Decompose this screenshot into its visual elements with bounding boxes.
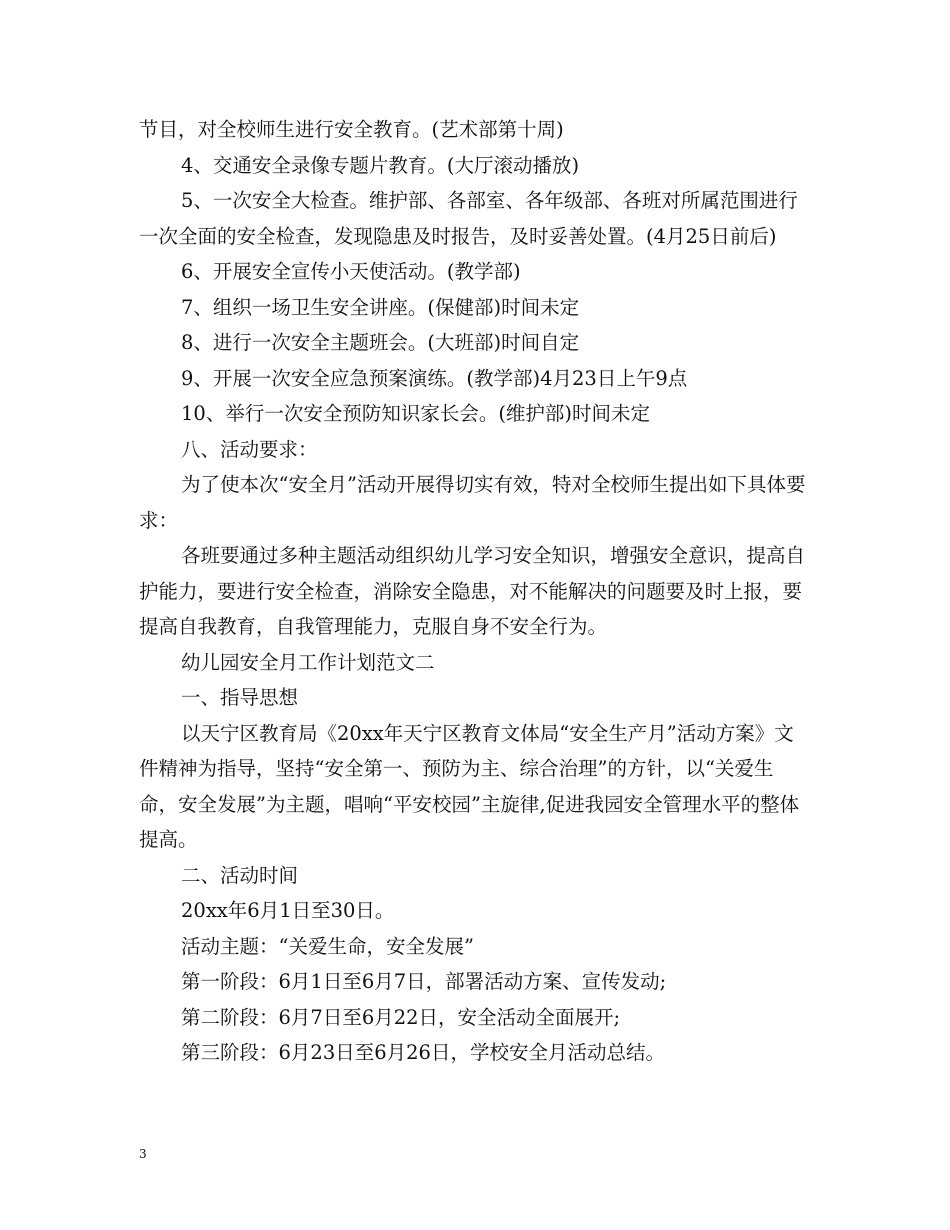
paragraph: 各班要通过多种主题活动组织幼儿学习安全知识，增强安全意识，提高自护能力，要进行安全检查，消除安全隐患，对不能解决的问题要及时上报，要提高自我教育，自我管理能力，克服自身不安全行为。 bbox=[139, 544, 806, 638]
list-item-9: 9、开展一次安全应急预案演练。(教学部)4月23日上午9点 bbox=[181, 366, 688, 390]
page-number: 3 bbox=[139, 1147, 147, 1161]
paragraph: 节目，对全校师生进行安全教育。(艺术部第十周) bbox=[139, 118, 564, 141]
section-heading: 一、指导思想 bbox=[181, 686, 299, 709]
document-subtitle: 幼儿园安全月工作计划范文二 bbox=[181, 650, 435, 674]
list-item-7: 7、组织一场卫生安全讲座。(保健部)时间未定 bbox=[181, 295, 580, 319]
section-heading: 二、活动时间 bbox=[181, 863, 299, 887]
paragraph: 第二阶段：6月7日至6月22日，安全活动全面展开; bbox=[181, 1005, 621, 1029]
paragraph: 为了使本次“安全月”活动开展得切实有效，特对全校师生提出如下具体要求： bbox=[139, 473, 806, 532]
paragraph: 第一阶段：6月1日至6月7日，部署活动方案、宣传发动; bbox=[181, 970, 667, 993]
paragraph: 第三阶段：6月23日至6月26日，学校安全月活动总结。 bbox=[181, 1041, 665, 1064]
section-heading: 八、活动要求： bbox=[181, 437, 318, 461]
document-body bbox=[139, 112, 811, 1071]
paragraph: 20xx年6月1日至30日。 bbox=[181, 899, 395, 922]
list-item-5: 5、一次安全大检查。维护部、各部室、各年级部、各班对所属范围进行一次全面的安全检查，发现隐患及时报告，及时妥善处置。(4月25日前后) bbox=[139, 189, 798, 248]
list-item-10: 10、举行一次安全预防知识家长会。(维护部)时间未定 bbox=[181, 402, 651, 425]
list-item-8: 8、进行一次安全主题班会。(大班部)时间自定 bbox=[181, 331, 580, 354]
paragraph: 活动主题：“关爱生命，安全发展” bbox=[181, 934, 474, 958]
paragraph: 以天宁区教育局《20xx年天宁区教育文体局“安全生产月”活动方案》文件精神为指导，坚持“安全第一、预防为主、综合治理”的方针，以“关爱生命，安全发展”为主题，唱响“平安校园”主旋律,促进我园安全管理水平的整体提高。 bbox=[139, 721, 800, 851]
list-item-4: 4、交通安全录像专题片教育。(大厅滚动播放) bbox=[181, 153, 580, 177]
list-item-6: 6、开展安全宣传小天使活动。(教学部) bbox=[181, 260, 521, 283]
